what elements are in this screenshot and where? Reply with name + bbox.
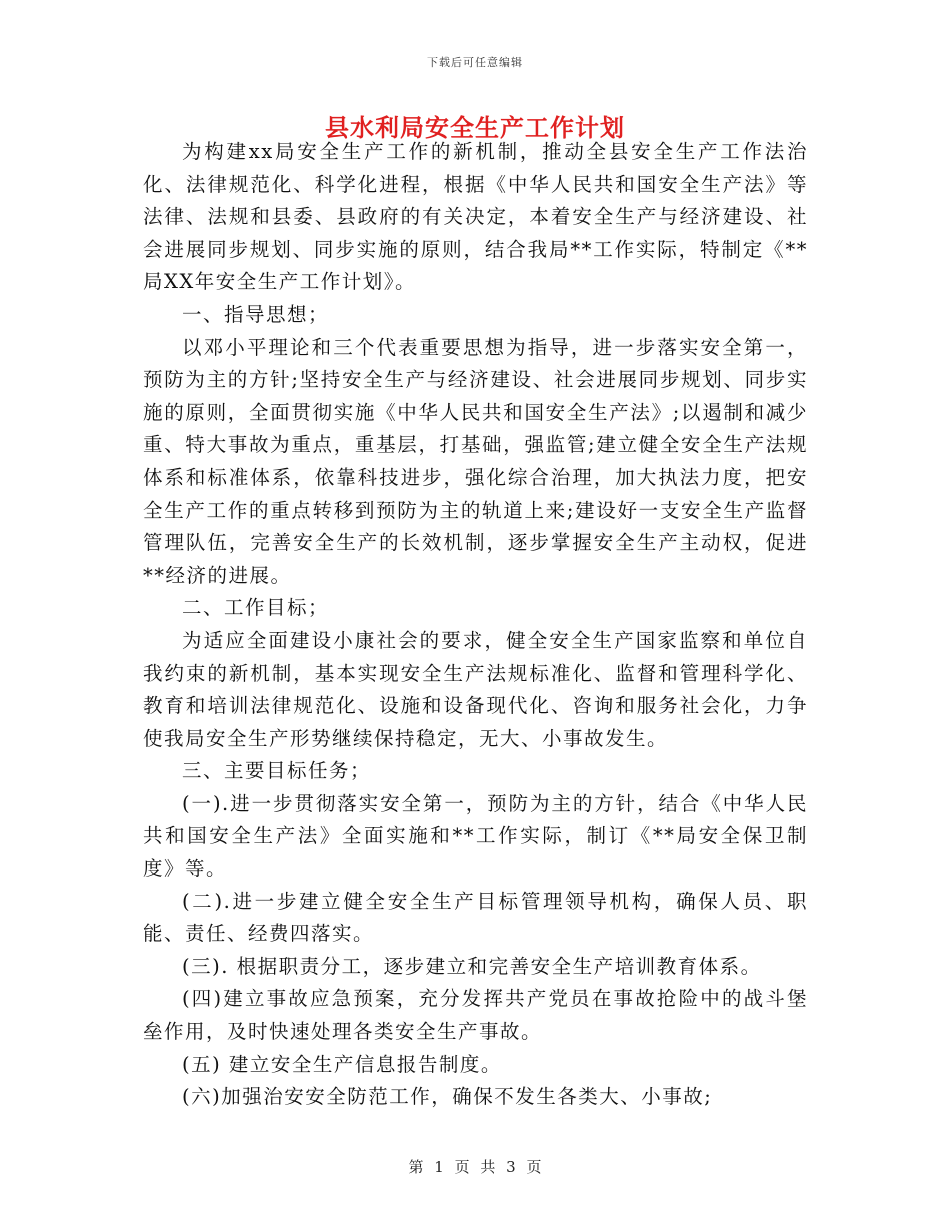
paragraph-guiding-ideology: 以邓小平理论和三个代表重要思想为指导，进一步落实安全第一，预防为主的方针;坚持安全生产与经济建设、社会进展同步规划、同步实施的原则，全面贯彻实施《中华人民共和国安全生产法》;以遏制和减少重、特大事故为重点，重基层，打基础，强监管;建立健全安全生产法规体系和标准体系，依靠科技进步，强化综合治理，加大执法力度，把安全生产工作的重点转移到预防为主的轨道上来;建设好一支安全生产监督管理队伍，完善安全生产的长效机制，逐步掌握安全生产主动权，促进**经济的进展。 bbox=[143, 335, 808, 587]
header-note: 下载后可任意编辑 bbox=[427, 56, 523, 69]
task-item-5: (五) 建立安全生产信息报告制度。 bbox=[182, 1052, 502, 1076]
document-title: 县水利局安全生产工作计划 bbox=[325, 113, 625, 142]
paragraph-intro: 为构建xx局安全生产工作的新机制，推动全县安全生产工作法治化、法律规范化、科学化进程，根据《中华人民共和国安全生产法》等法律、法规和县委、县政府的有关决定，本着安全生产与经济建设、社会进展同步规划、同步实施的原则，结合我局**工作实际，特制定《**局XX年安全生产工作计划》。 bbox=[143, 140, 808, 294]
page-footer: 第 1 页 共 3 页 bbox=[408, 1158, 542, 1176]
section-heading-guiding-ideology: 一、指导思想； bbox=[182, 302, 330, 326]
task-item-3: (三). 根据职责分工，逐步建立和完善安全生产培训教育体系。 bbox=[182, 954, 762, 978]
task-item-1: (一).进一步贯彻落实安全第一，预防为主的方针，结合《中华人民共和国安全生产法》全面实施和**工作实际，制订《**局安全保卫制度》等。 bbox=[143, 791, 808, 881]
task-item-2: (二).进一步建立健全安全生产目标管理领导机构，确保人员、职能、责任、经费四落实。 bbox=[143, 889, 808, 946]
section-heading-main-tasks: 三、主要目标任务； bbox=[182, 759, 372, 783]
paragraph-work-goals: 为适应全面建设小康社会的要求，健全安全生产国家监察和单位自我约束的新机制，基本实现安全生产法规标准化、监督和管理科学化、教育和培训法律规范化、设施和设备现代化、咨询和服务社会化，力争使我局安全生产形势继续保持稳定，无大、小事故发生。 bbox=[143, 628, 808, 750]
task-item-4: (四)建立事故应急预案，充分发挥共产党员在事故抢险中的战斗堡垒作用，及时快速处理各类安全生产事故。 bbox=[143, 987, 808, 1044]
document-body bbox=[143, 136, 808, 1114]
section-heading-work-goals: 二、工作目标； bbox=[182, 596, 330, 620]
task-item-6: (六)加强治安安全防范工作，确保不发生各类大、小事故; bbox=[182, 1085, 713, 1109]
